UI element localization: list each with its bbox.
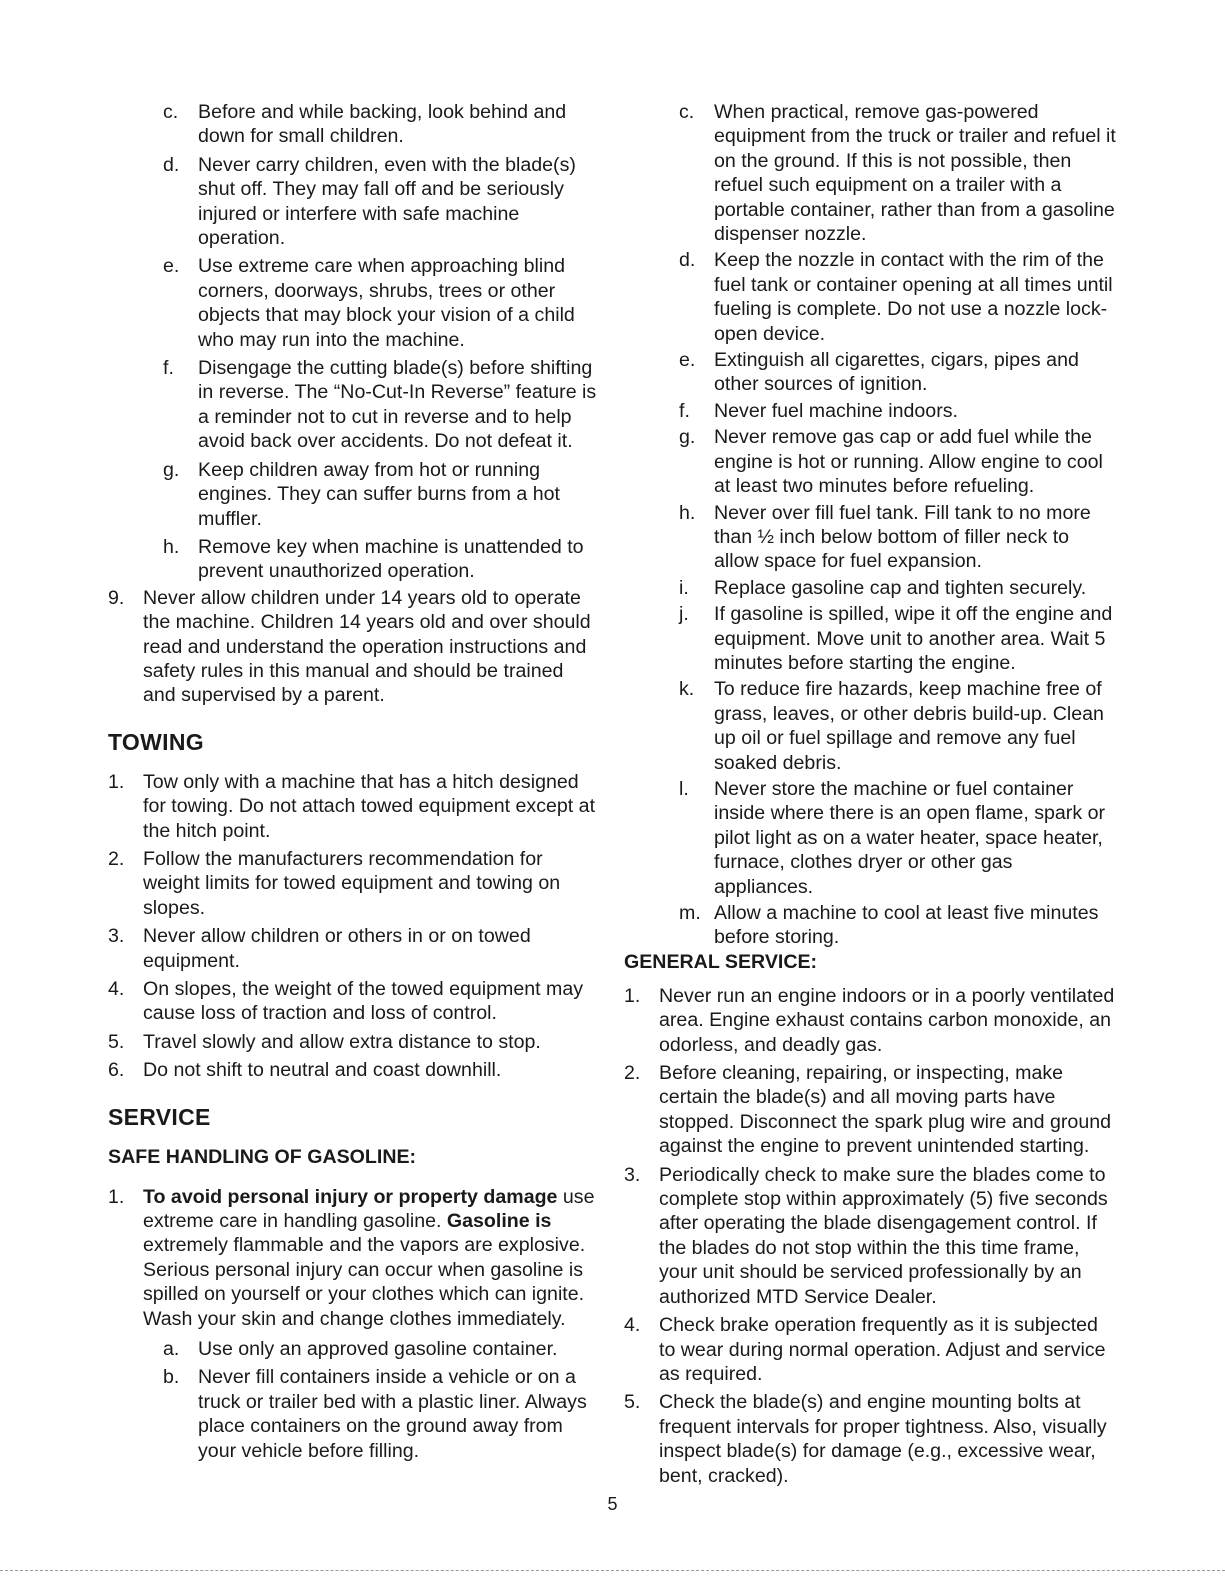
warning-bold-text-2: Gasoline is bbox=[446, 1210, 552, 1233]
left-column bbox=[108, 100, 598, 1463]
page-edge-line bbox=[0, 1570, 1225, 1571]
list-marker: 9. bbox=[108, 586, 125, 609]
list-item-text: Never run an engine indoors or in a poorly ventilated area. Engine exhaust contains carbon monoxide, an odorless, and deadly gas. bbox=[659, 984, 1115, 1056]
list-marker: 4. bbox=[108, 978, 125, 1000]
list-item bbox=[163, 1365, 598, 1463]
list-item bbox=[679, 100, 1116, 246]
list-item bbox=[679, 248, 1116, 346]
list-item-text: Before cleaning, repairing, or inspecting, make certain the blade(s) and all moving parts have stopped. Disconnect the spark plug wire and ground against the engine to prevent unintended starting. bbox=[659, 1062, 1112, 1158]
list-item-text: Check the blade(s) and engine mounting bolts at frequent intervals for proper tightness. Also, visually inspect blade(s) for damage (e.g., excessive wear, bent, cracked). bbox=[659, 1391, 1107, 1487]
list-marker: 4. bbox=[624, 1314, 641, 1337]
list-marker: 3. bbox=[108, 925, 125, 948]
gasoline-item-1 bbox=[108, 1185, 598, 1331]
list-item bbox=[163, 356, 598, 454]
list-item-text: Never allow children under 14 years old to operate the machine. Children 14 years old and over should read and understand the operation instructions and safety rules in this manual and should be trained and supervised by a parent. bbox=[143, 586, 591, 707]
list-item-text-2: extremely flammable and the vapors are explosive. Serious personal injury can occur when gasoline is spilled on yourself or your clothes which can ignite. Wash your skin and change clothes immediately. bbox=[143, 1234, 586, 1330]
list-item bbox=[163, 458, 598, 531]
list-item bbox=[163, 254, 598, 352]
list-item bbox=[679, 901, 1116, 950]
list-marker: 2. bbox=[624, 1062, 641, 1085]
list-item bbox=[624, 984, 1116, 1057]
list-marker: e. bbox=[163, 255, 180, 278]
list-marker: c. bbox=[163, 101, 179, 123]
list-item-text: On slopes, the weight of the towed equipment may cause loss of traction and loss of control. bbox=[143, 978, 584, 1025]
gasoline-sub-list bbox=[108, 1337, 598, 1463]
list-item bbox=[108, 770, 598, 843]
list-marker: h. bbox=[163, 535, 180, 558]
list-item-text: Never fuel machine indoors. bbox=[714, 399, 958, 422]
list-item-text: If gasoline is spilled, wipe it off the engine and equipment. Move unit to another area. Wait 5 minutes before starting the engine. bbox=[714, 603, 1113, 674]
child-safety-list bbox=[108, 100, 598, 584]
list-item-text: Before and while backing, look behind and down for small children. bbox=[198, 101, 567, 148]
list-marker: f. bbox=[163, 357, 174, 380]
list-item-text: Never remove gas cap or add fuel while the engine is hot or running. Allow engine to cool at least two minutes before refueling. bbox=[714, 426, 1103, 498]
list-item-text: Never allow children or others in or on towed equipment. bbox=[143, 925, 531, 972]
list-marker: m. bbox=[679, 902, 701, 924]
list-item-text: Follow the manufacturers recommendation for weight limits for towed equipment and towing on slopes. bbox=[143, 847, 561, 919]
list-marker: d. bbox=[163, 153, 180, 176]
page-number: 5 bbox=[607, 1494, 618, 1514]
list-item bbox=[679, 777, 1116, 899]
list-marker: 6. bbox=[108, 1059, 125, 1082]
list-item bbox=[624, 1390, 1116, 1488]
list-marker: f. bbox=[679, 399, 690, 422]
list-marker: k. bbox=[679, 678, 695, 701]
list-marker: j. bbox=[679, 603, 689, 626]
list-item bbox=[163, 1337, 598, 1361]
list-marker: 1. bbox=[624, 984, 641, 1007]
safe-handling-heading: SAFE HANDLING OF GASOLINE: bbox=[108, 1145, 417, 1168]
gasoline-sub-list-continued bbox=[624, 100, 1116, 950]
list-marker: g. bbox=[163, 458, 180, 481]
list-marker: a. bbox=[163, 1338, 180, 1361]
general-service-heading: GENERAL SERVICE: bbox=[624, 950, 818, 973]
list-item-text: Replace gasoline cap and tighten securely. bbox=[714, 576, 1087, 599]
list-item-text: When practical, remove gas-powered equipment from the truck or trailer and refuel it on the ground. If this is not possible, then refuel such equipment on a trailer with a portable container, rather than from a gasoline dispenser nozzle. bbox=[714, 101, 1116, 246]
list-item-text: Use only an approved gasoline container. bbox=[198, 1338, 558, 1361]
list-marker: i. bbox=[679, 576, 689, 599]
list-item-text: Check brake operation frequently as it is subjected to wear during normal operation. Adjust and service as required. bbox=[659, 1314, 1106, 1385]
list-item bbox=[163, 535, 598, 584]
list-item-text: Never over fill fuel tank. Fill tank to no more than ½ inch below bottom of filler neck to allow space for fuel expansion. bbox=[714, 501, 1091, 573]
list-item-text: use extreme care in handling gasoline. bbox=[143, 1185, 595, 1233]
list-item bbox=[108, 924, 598, 973]
warning-bold-text: To avoid personal injury or property damage bbox=[143, 1185, 558, 1208]
list-marker: 5. bbox=[624, 1391, 641, 1414]
list-item bbox=[163, 100, 598, 149]
towing-list bbox=[108, 770, 598, 1083]
list-item-text: Tow only with a machine that has a hitch designed for towing. Do not attach towed equipment except at the hitch point. bbox=[143, 770, 596, 842]
list-marker: g. bbox=[679, 426, 696, 449]
list-marker: 1. bbox=[108, 1185, 125, 1208]
list-item bbox=[679, 602, 1116, 675]
list-marker: c. bbox=[679, 101, 695, 123]
list-marker: h. bbox=[679, 501, 696, 524]
list-marker: d. bbox=[679, 249, 696, 272]
list-item bbox=[624, 1163, 1116, 1309]
list-item-text: Never fill containers inside a vehicle or on a truck or trailer bed with a plastic liner. Always place containers on the ground away from your vehicle before filling. bbox=[198, 1366, 587, 1462]
list-item bbox=[624, 1313, 1116, 1386]
list-item-9 bbox=[108, 586, 598, 708]
list-item-text: Never store the machine or fuel container inside where there is an open flame, spark or pilot light as on a water heater, space heater, furnace, clothes dryer or other gas appliances. bbox=[714, 777, 1105, 898]
list-item bbox=[108, 1058, 598, 1082]
list-item-text: Extinguish all cigarettes, cigars, pipes and other sources of ignition. bbox=[714, 349, 1079, 396]
list-item-text: Never carry children, even with the blade(s) shut off. They may fall off and be seriously injured or interfere with safe machine operation. bbox=[198, 153, 576, 250]
list-item bbox=[679, 399, 1116, 423]
general-service-list bbox=[624, 984, 1116, 1488]
list-marker: 2. bbox=[108, 847, 125, 870]
list-item bbox=[679, 425, 1116, 498]
towing-heading: TOWING bbox=[108, 728, 204, 755]
list-item-text: Travel slowly and allow extra distance to stop. bbox=[143, 1030, 541, 1053]
list-item-text: Keep children away from hot or running engines. They can suffer burns from a hot muffler. bbox=[198, 458, 560, 530]
list-item-text: Keep the nozzle in contact with the rim of the fuel tank or container opening at all times until fueling is complete. Do not use a nozzle lock-open device. bbox=[714, 249, 1113, 345]
list-item bbox=[679, 501, 1116, 574]
list-item-text: Use extreme care when approaching blind corners, doorways, shrubs, trees or other objects that may block your vision of a child who may run into the machine. bbox=[198, 255, 575, 351]
list-item bbox=[163, 153, 598, 251]
list-item bbox=[679, 677, 1116, 775]
list-item bbox=[679, 576, 1116, 600]
list-marker: 3. bbox=[624, 1163, 641, 1186]
list-item-text: Disengage the cutting blade(s) before shifting in reverse. The “No-Cut-In Reverse” feature is a reminder not to cut in reverse and to help avoid back over accidents. Do not defeat it. bbox=[198, 357, 597, 453]
list-item bbox=[108, 977, 598, 1026]
list-marker: 5. bbox=[108, 1030, 125, 1053]
service-heading: SERVICE bbox=[108, 1103, 211, 1130]
list-marker: b. bbox=[163, 1366, 180, 1389]
list-marker: e. bbox=[679, 349, 696, 372]
list-item-text: Periodically check to make sure the blades come to complete stop within approximately (5) five seconds after operating the blade disengagement control. If the blades do not stop within the this time frame, your unit should be serviced professionally by an authorized MTD Service Dealer. bbox=[659, 1163, 1108, 1308]
list-item bbox=[679, 348, 1116, 397]
list-marker: l. bbox=[679, 777, 689, 800]
list-item-text: Remove key when machine is unattended to prevent unauthorized operation. bbox=[198, 535, 584, 583]
list-item-text: Allow a machine to cool at least five minutes before storing. bbox=[714, 902, 1099, 949]
right-column bbox=[624, 100, 1116, 1488]
list-item-text: Do not shift to neutral and coast downhill. bbox=[143, 1059, 502, 1082]
list-item bbox=[108, 847, 598, 920]
list-marker: 1. bbox=[108, 770, 125, 793]
list-item-text: To reduce fire hazards, keep machine free of grass, leaves, or other debris build-up. Clean up oil or fuel spillage and remove any fuel soaked debris. bbox=[714, 678, 1104, 774]
list-item bbox=[624, 1061, 1116, 1159]
list-item bbox=[108, 1030, 598, 1054]
